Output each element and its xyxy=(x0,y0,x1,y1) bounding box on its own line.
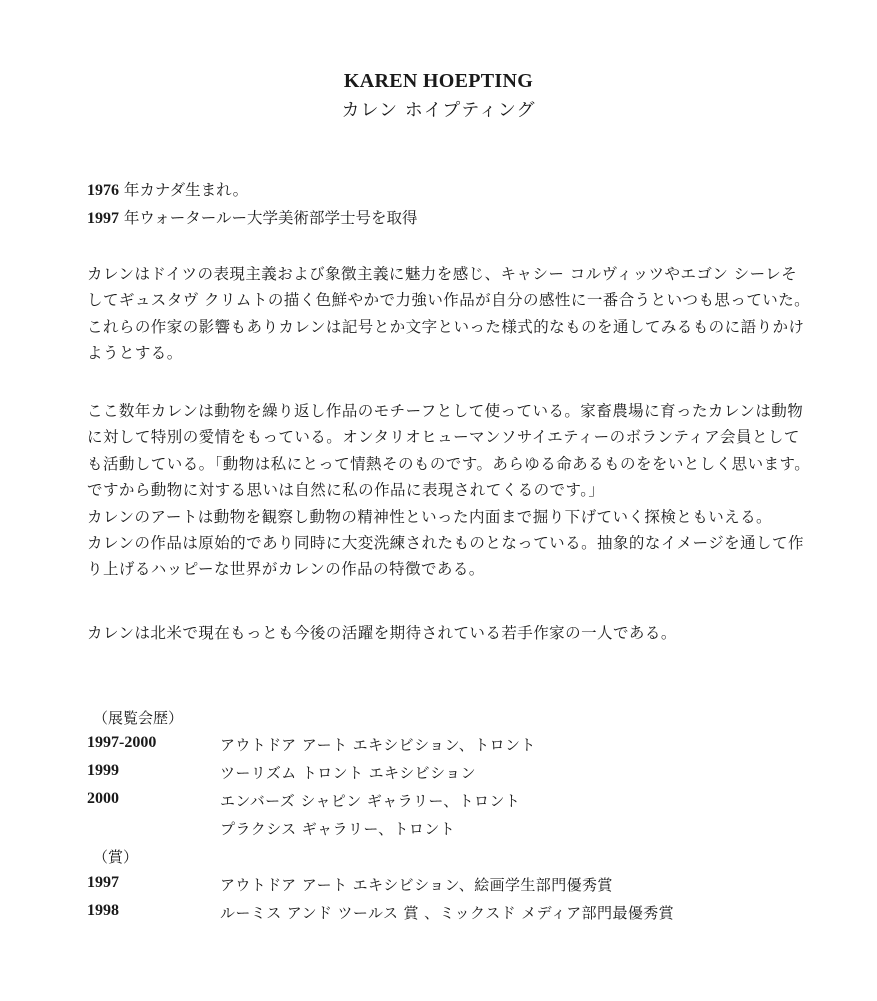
award-year: 1998 xyxy=(87,902,119,919)
paragraph-animals xyxy=(87,398,847,583)
paragraph-line: カレンの作品は原始的であり同時に大変洗練されたものとなっている。抽象的なイメージを通して作 xyxy=(87,534,804,553)
award-year: 1997 xyxy=(87,874,119,891)
paragraph-line: カレンはドイツの表現主義および象徴主義に魅力を感じ、キャシー コルヴィッツやエゴン シーレそ xyxy=(87,265,798,283)
artist-name-japanese: カレン ホイプティング xyxy=(341,100,536,121)
exhibition-description: プラクシス ギャラリー、トロント xyxy=(220,820,456,838)
exhibition-year: 2000 xyxy=(87,790,119,807)
award-description: ルーミス アンド ツールス 賞 、ミックスド メディア部門最優秀賞 xyxy=(220,904,675,922)
awards-heading: （賞） xyxy=(93,848,139,866)
paragraph-closing xyxy=(87,620,847,646)
exhibition-description: ツーリズム トロント エキシビション xyxy=(220,764,476,782)
bio-line xyxy=(87,176,807,205)
exhibition-description: エンバーズ シャピン ギャラリー、トロント xyxy=(220,792,521,810)
paragraph-line: も活動している。「動物は私にとって情熱そのものです。あらゆる命あるものををいとしく思います。 xyxy=(87,454,811,473)
paragraph-influences xyxy=(87,261,847,367)
bio-year: 1976 xyxy=(87,182,119,199)
exhibitions-heading: （展覧会歴） xyxy=(93,709,184,727)
paragraph-line: ですから動物に対する思いは自然に私の作品に表現されてくるのです。」 xyxy=(87,481,605,500)
bio-text: 年カナダ生まれ。 xyxy=(119,181,249,199)
paragraph-line: に対して特別の愛情をもっている。オンタリオヒューマンソサイエティーのボランティア会員として xyxy=(87,428,800,447)
paragraph-line: り上げるハッピーな世界がカレンの作品の特徴である。 xyxy=(87,560,485,579)
artist-name-english: KAREN HOEPTING xyxy=(343,70,534,92)
award-description: アウトドア アート エキシビション、絵画学生部門優秀賞 xyxy=(220,876,613,894)
exhibition-year: 1999 xyxy=(87,762,119,779)
paragraph-line: ようとする。 xyxy=(87,344,183,363)
paragraph-line: カレンのアートは動物を観察し動物の精神性といった内面まで掘り下げていく探検ともいえる。 xyxy=(87,507,773,526)
paragraph-line: してギュスタヴ クリムトの描く色鮮やかで力強い作品が自分の感性に一番合うといつも思っていた。 xyxy=(87,291,811,310)
bio-text: 年ウォータールー大学美術部学士号を取得 xyxy=(119,209,418,227)
bio-year: 1997 xyxy=(87,210,119,227)
paragraph-line: これらの作家の影響もありカレンは記号とか文字といった様式的なものを通してみるものに語りかけ xyxy=(87,317,805,336)
bio-line xyxy=(87,204,807,233)
paragraph-line: ここ数年カレンは動物を繰り返し作品のモチーフとして使っている。家畜農場に育ったカレンは動物 xyxy=(87,402,804,420)
exhibition-description: アウトドア アート エキシビション、トロント xyxy=(220,736,536,754)
exhibition-year: 1997-2000 xyxy=(87,734,157,751)
paragraph-line: カレンは北米で現在もっとも今後の活躍を期待されている若手作家の一人である。 xyxy=(87,624,677,642)
